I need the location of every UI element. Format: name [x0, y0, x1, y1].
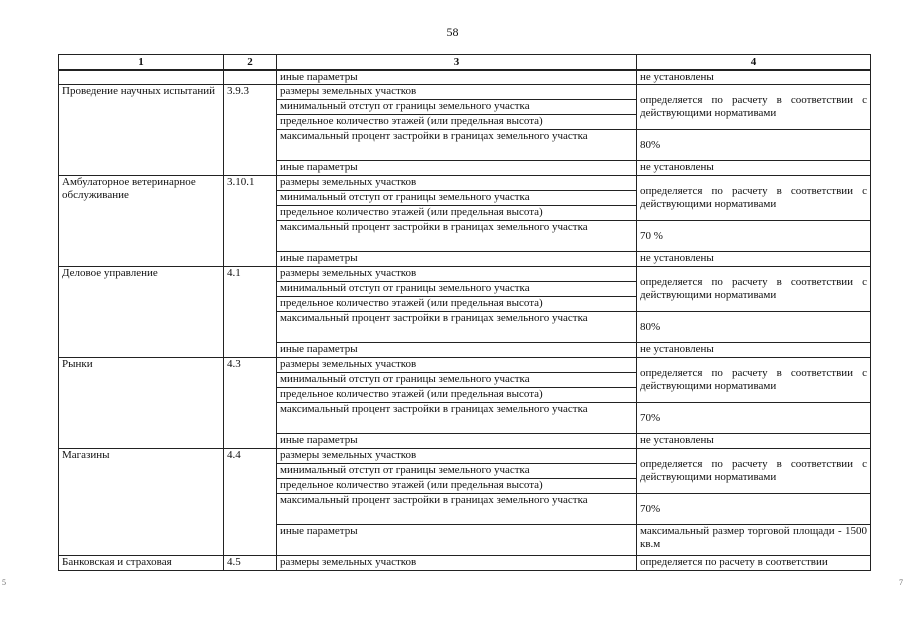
value-calc: определяется по расчету в соответствии с действующими нормативами — [637, 267, 871, 312]
use-name: Магазины — [59, 449, 224, 556]
param-floors: предельное количество этажей (или предельная высота) — [277, 297, 637, 312]
table-row — [59, 358, 871, 373]
carry-over-value: не установлены — [637, 70, 871, 85]
param-other: иные параметры — [277, 252, 637, 267]
header-col-1: 1 — [59, 55, 224, 70]
page-number: 58 — [446, 25, 459, 39]
regulations-table — [58, 54, 871, 571]
header-row — [59, 55, 871, 70]
param-sizes: размеры земельных участков — [277, 267, 637, 282]
value-coverage: 70 % — [637, 221, 871, 252]
value-not-set: не установлены — [637, 434, 871, 449]
param-max-coverage: максимальный процент застройки в границах земельного участка — [277, 312, 637, 343]
param-max-coverage: максимальный процент застройки в границах земельного участка — [277, 130, 637, 161]
param-other: иные параметры — [277, 525, 637, 556]
table-row — [59, 556, 871, 571]
param-setback: минимальный отступ от границы земельного участка — [277, 373, 637, 388]
use-code: 4.3 — [224, 358, 277, 449]
right-edge-mark: 7 — [899, 578, 903, 587]
param-floors: предельное количество этажей (или предельная высота) — [277, 479, 637, 494]
param-max-coverage: максимальный процент застройки в границах земельного участка — [277, 403, 637, 434]
value-coverage: 70% — [637, 494, 871, 525]
value-calc: определяется по расчету в соответствии с действующими нормативами — [637, 449, 871, 494]
use-code: 3.10.1 — [224, 176, 277, 267]
left-edge-mark: 5 — [2, 578, 6, 587]
param-other: иные параметры — [277, 343, 637, 358]
param-setback: минимальный отступ от границы земельного участка — [277, 191, 637, 206]
param-sizes: размеры земельных участков — [277, 556, 637, 571]
use-code: 4.4 — [224, 449, 277, 556]
value-not-set: не установлены — [637, 161, 871, 176]
table-row — [59, 176, 871, 191]
param-setback: минимальный отступ от границы земельного участка — [277, 464, 637, 479]
param-sizes: размеры земельных участков — [277, 358, 637, 373]
param-max-coverage: максимальный процент застройки в границах земельного участка — [277, 221, 637, 252]
value-other: максимальный размер торговой площади - 1500 кв.м — [637, 525, 871, 556]
carry-over-name — [59, 70, 224, 85]
param-floors: предельное количество этажей (или предельная высота) — [277, 206, 637, 221]
use-code: 3.9.3 — [224, 85, 277, 176]
param-other: иные параметры — [277, 161, 637, 176]
param-sizes: размеры земельных участков — [277, 176, 637, 191]
table-row — [59, 85, 871, 100]
value-calc: определяется по расчету в соответствии с действующими нормативами — [637, 358, 871, 403]
header-col-2: 2 — [224, 55, 277, 70]
table-row — [59, 449, 871, 464]
param-setback: минимальный отступ от границы земельного участка — [277, 282, 637, 297]
value-calc: определяется по расчету в соответствии с действующими нормативами — [637, 85, 871, 130]
param-max-coverage: максимальный процент застройки в границах земельного участка — [277, 494, 637, 525]
carry-over-row — [59, 70, 871, 85]
param-setback: минимальный отступ от границы земельного участка — [277, 100, 637, 115]
use-name: Проведение научных испытаний — [59, 85, 224, 176]
value-coverage: 80% — [637, 130, 871, 161]
header-col-3: 3 — [277, 55, 637, 70]
carry-over-code — [224, 70, 277, 85]
table-row — [59, 267, 871, 282]
param-sizes: размеры земельных участков — [277, 449, 637, 464]
use-name: Деловое управление — [59, 267, 224, 358]
use-name: Амбулаторное ветеринарное обслуживание — [59, 176, 224, 267]
param-other: иные параметры — [277, 434, 637, 449]
param-floors: предельное количество этажей (или предельная высота) — [277, 115, 637, 130]
use-name: Банковская и страховая — [59, 556, 224, 571]
value-not-set: не установлены — [637, 252, 871, 267]
use-name: Рынки — [59, 358, 224, 449]
value-not-set: не установлены — [637, 343, 871, 358]
use-code: 4.1 — [224, 267, 277, 358]
param-sizes: размеры земельных участков — [277, 85, 637, 100]
value-coverage: 80% — [637, 312, 871, 343]
use-code: 4.5 — [224, 556, 277, 571]
value-calc: определяется по расчету в соответствии с действующими нормативами — [637, 176, 871, 221]
carry-over-param: иные параметры — [277, 70, 637, 85]
value-calc: определяется по расчету в соответствии — [637, 556, 871, 571]
header-col-4: 4 — [637, 55, 871, 70]
param-floors: предельное количество этажей (или предельная высота) — [277, 388, 637, 403]
value-coverage: 70% — [637, 403, 871, 434]
